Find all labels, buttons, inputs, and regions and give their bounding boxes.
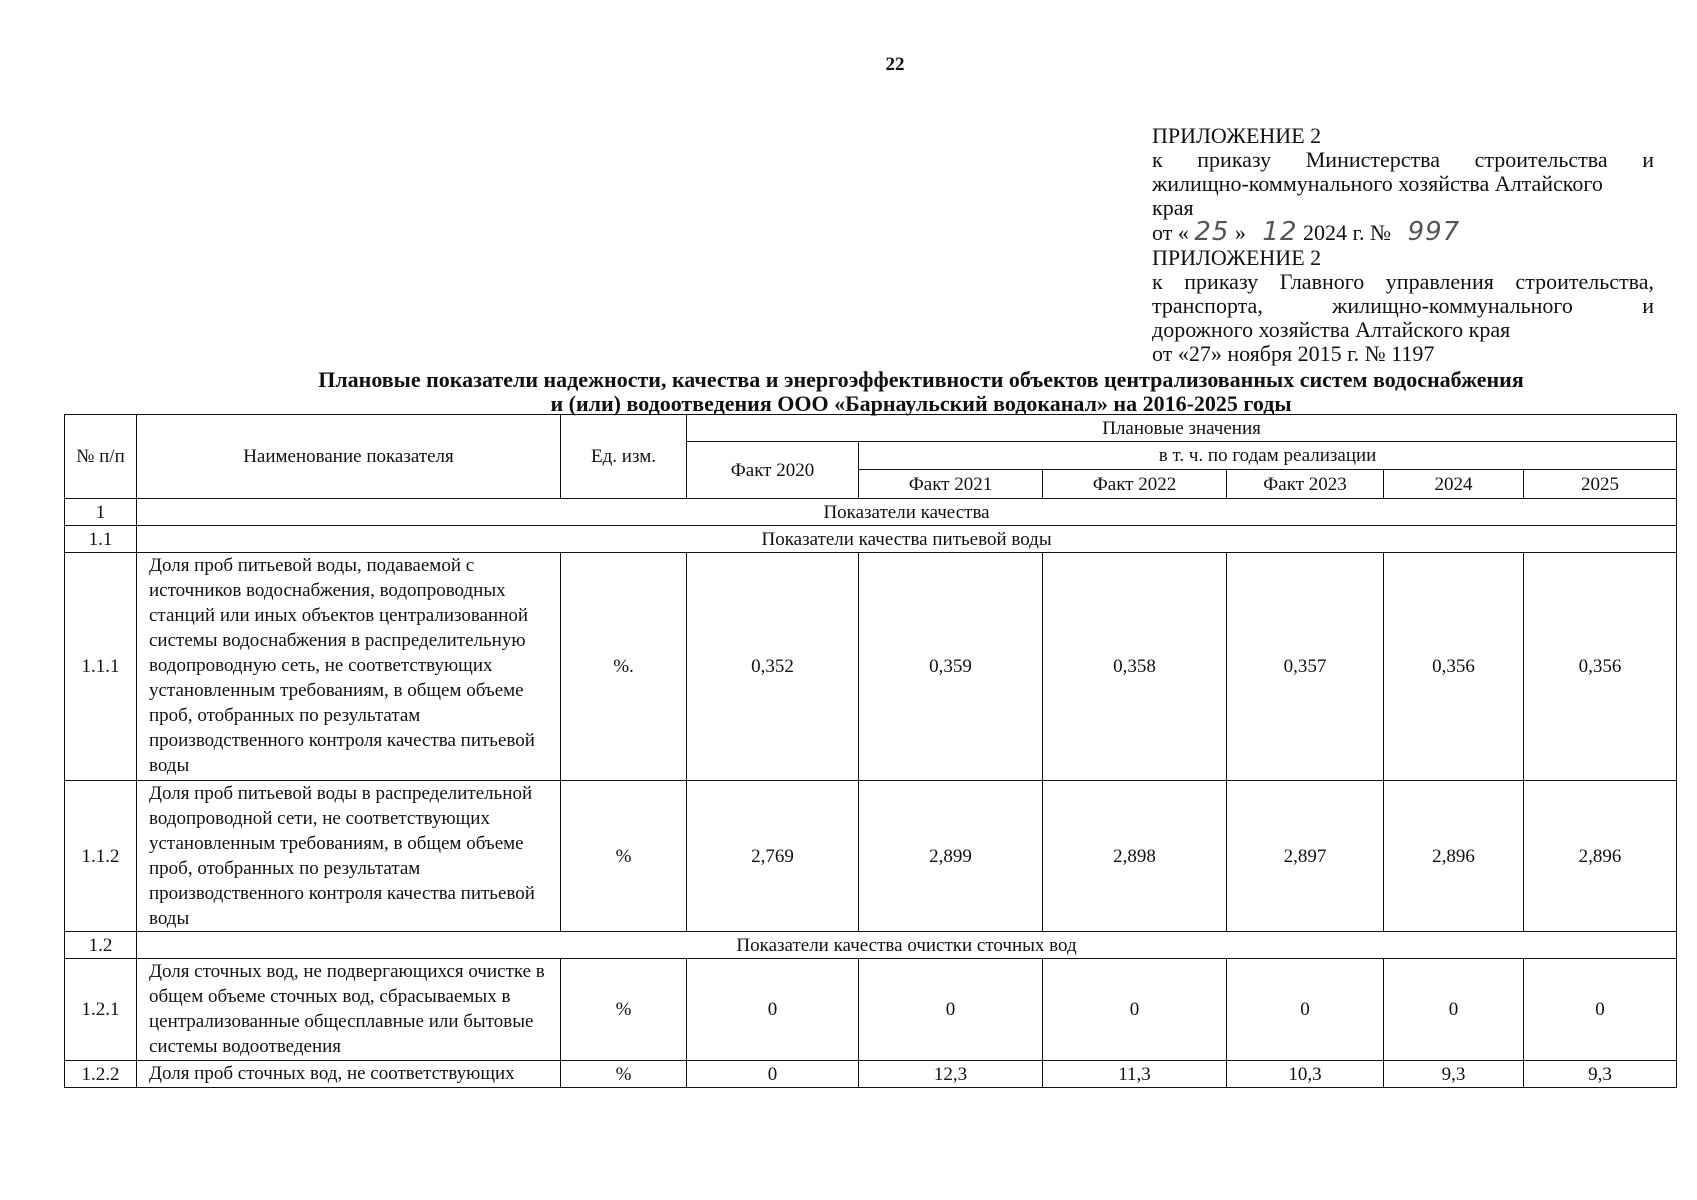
value-fact-2022: 11,3: [1043, 1061, 1227, 1088]
table-row: [65, 1061, 1677, 1088]
value-fact-2020: 0: [687, 959, 859, 1061]
section-num: 1.2: [65, 932, 137, 959]
appendix-original-line3: дорожного хозяйства Алтайского края: [1152, 317, 1511, 342]
header-by-years: в т. ч. по годам реализации: [859, 442, 1677, 470]
table-row: [65, 781, 1677, 932]
section-title: Показатели качества: [137, 499, 1677, 526]
header-row-1: [65, 415, 1677, 442]
row-name: Доля проб питьевой воды, подаваемой с источников водоснабжения, водопроводных станций или иных объектов централизованной системы водоснабжения в распределительную водопроводную сеть, не соответствующих установленным требованиям, в общем объеме проб, отобранных по результатам производственного контроля качества питьевой воды: [137, 553, 561, 781]
appendix-original-line2: транспорта, жилищно-коммунального и: [1152, 293, 1654, 318]
section-row: [65, 499, 1677, 526]
section-title: Показатели качества очистки сточных вод: [137, 932, 1677, 959]
section-num: 1.1: [65, 526, 137, 553]
appendix-current-line1: к приказу Министерства строительства и: [1152, 147, 1654, 172]
header-unit: Ед. изм.: [561, 415, 687, 499]
appendix-current-title: ПРИЛОЖЕНИЕ 2: [1152, 123, 1322, 148]
page-number: 22: [885, 54, 905, 75]
value-fact-2021: 0,359: [859, 553, 1043, 781]
row-unit: %: [561, 781, 687, 932]
table-row: [65, 959, 1677, 1061]
value-fact-2020: 0,352: [687, 553, 859, 781]
value-fact-2022: 0,358: [1043, 553, 1227, 781]
value-fact-2023: 2,897: [1227, 781, 1384, 932]
header-num: № п/п: [65, 415, 137, 499]
row-num: 1.2.2: [65, 1061, 137, 1088]
value-2024: 9,3: [1384, 1061, 1524, 1088]
value-fact-2021: 12,3: [859, 1061, 1043, 1088]
value-2025: 9,3: [1524, 1061, 1677, 1088]
value-fact-2020: 0: [687, 1061, 859, 1088]
value-2024: 2,896: [1384, 781, 1524, 932]
section-row: [65, 526, 1677, 553]
row-num: 1.2.1: [65, 959, 137, 1061]
header-fact-2023: Факт 2023: [1227, 470, 1384, 499]
section-row: [65, 932, 1677, 959]
value-2025: 2,896: [1524, 781, 1677, 932]
row-name: Доля проб питьевой воды в распределительной водопроводной сети, не соответствующих установленным требованиям, в общем объеме проб, отобранных по результатам производственного контроля качества питьевой воды: [137, 781, 561, 932]
appendix-original: [1152, 246, 1654, 366]
date-prefix: от «: [1152, 220, 1189, 245]
appendix-original-title: ПРИЛОЖЕНИЕ 2: [1152, 245, 1322, 270]
handwritten-day: 25: [1194, 217, 1230, 247]
appendix-current-line2: жилищно-коммунального хозяйства Алтайского: [1152, 171, 1603, 196]
appendix-original-line1: к приказу Главного управления строительства,: [1152, 269, 1654, 294]
header-2025: 2025: [1524, 470, 1677, 499]
value-2025: 0,356: [1524, 553, 1677, 781]
header-fact-2020: Факт 2020: [687, 442, 859, 499]
row-name: Доля сточных вод, не подвергающихся очистке в общем объеме сточных вод, сбрасываемых в централизованные общесплавные или бытовые системы водоотведения: [137, 959, 561, 1061]
value-2024: 0,356: [1384, 553, 1524, 781]
header-name: Наименование показателя: [137, 415, 561, 499]
row-num: 1.1.2: [65, 781, 137, 932]
date-year: 2024 г. №: [1303, 220, 1392, 245]
table-row: [65, 553, 1677, 781]
appendix-current-date: [1152, 217, 1654, 247]
value-fact-2023: 10,3: [1227, 1061, 1384, 1088]
document-title-line2: и (или) водоотведения ООО «Барнаульский водоканал» на 2016-2025 годы: [550, 391, 1292, 416]
value-2025: 0: [1524, 959, 1677, 1061]
handwritten-number: 997: [1407, 217, 1461, 247]
value-fact-2021: 2,899: [859, 781, 1043, 932]
document-title: [160, 368, 1682, 416]
document-title-line1: Плановые показатели надежности, качества и энергоэффективности объектов централизованных систем водоснабжения: [318, 367, 1524, 392]
row-num: 1.1.1: [65, 553, 137, 781]
row-unit: %.: [561, 553, 687, 781]
header-fact-2022: Факт 2022: [1043, 470, 1227, 499]
value-fact-2023: 0: [1227, 959, 1384, 1061]
value-2024: 0: [1384, 959, 1524, 1061]
value-fact-2022: 2,898: [1043, 781, 1227, 932]
section-title: Показатели качества питьевой воды: [137, 526, 1677, 553]
header-fact-2021: Факт 2021: [859, 470, 1043, 499]
indicators-table: [64, 414, 1677, 1088]
appendix-original-line4: от «27» ноября 2015 г. № 1197: [1152, 341, 1435, 366]
row-unit: %: [561, 959, 687, 1061]
value-fact-2022: 0: [1043, 959, 1227, 1061]
appendix-current: [1152, 124, 1654, 245]
row-name: Доля проб сточных вод, не соответствующих: [137, 1061, 561, 1088]
handwritten-month: 12: [1262, 217, 1298, 247]
value-fact-2023: 0,357: [1227, 553, 1384, 781]
section-num: 1: [65, 499, 137, 526]
value-fact-2020: 2,769: [687, 781, 859, 932]
appendix-current-line3: края: [1152, 195, 1194, 220]
row-unit: %: [561, 1061, 687, 1088]
value-fact-2021: 0: [859, 959, 1043, 1061]
header-planned: Плановые значения: [687, 415, 1677, 442]
header-2024: 2024: [1384, 470, 1524, 499]
date-mid: »: [1234, 220, 1246, 245]
